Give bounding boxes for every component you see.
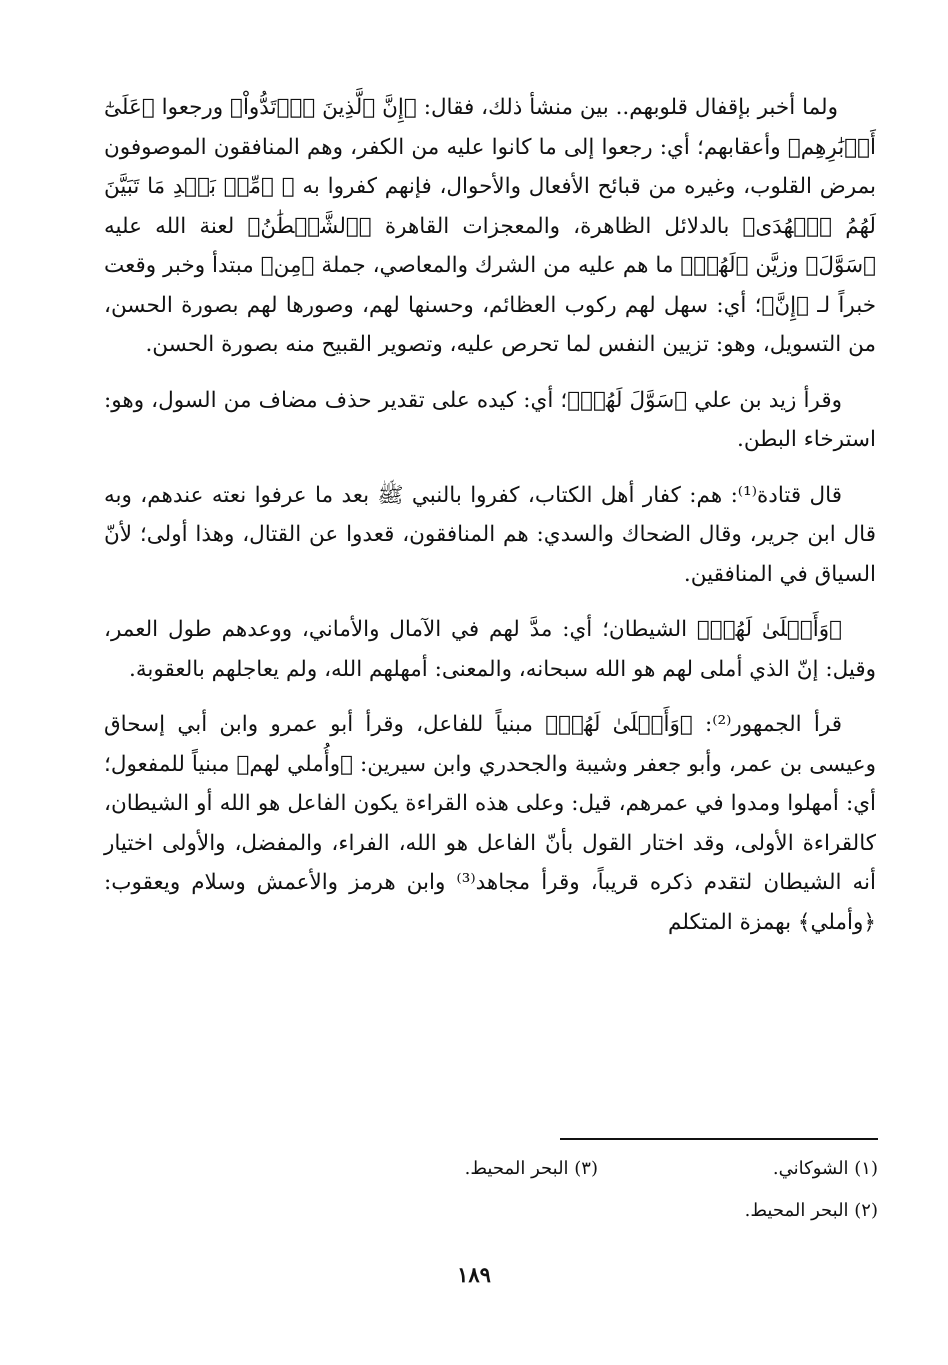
footnote-divider: [560, 1138, 878, 1140]
paragraph-2: وقرأ زيد بن علي ﴿سَوَّلَ لَهُمۡ﴾؛ أي: كيده على تقدير حذف مضاف من السول، وهو: استرخاء البطن.: [104, 387, 876, 452]
footnotes: [250, 1148, 878, 1232]
main-text: [104, 88, 876, 958]
footnote-1: (١) الشوكاني.: [772, 1158, 878, 1179]
paragraph-5: قرأ الجمهور⁽²⁾: ﴿وَأَمۡلَىٰ لَهُمۡ﴾ مبنياً للفاعل، وقرأ أبو عمرو وابن أبي إسحاق وعيسى بن عمر، وأبو جعفر وشيبة والجحدري وابن سيرين: ﴿وأُملي لهم﴾ مبنياً للمفعول؛ أي: أمهلوا ومدوا في عمرهم، قيل: وعلى هذه القراءة يكون الفاعل هو الله أو الشيطان، كالقراءة الأولى، وقد اختار القول بأنّ الفاعل هو الله، الفراء، والمفضل، والأولى اختيار أنه الشيطان لتقدم ذكره قريباً، وقرأ مجاهد⁽³⁾ وابن هرمز والأعمش وسلام ويعقوب: ﴿وأملي﴾ بهمزة المتكلم: [104, 712, 876, 935]
paragraph-4: ﴿وَأَمۡلَىٰ لَهُمۡ﴾ الشيطان؛ أي: مدَّ لهم في الآمال والأماني، ووعدهم طول العمر، وقيل: إنّ الذي أملى لهم هو الله سبحانه، والمعنى: أمهلهم الله، ولم يعاجلهم بالعقوبة.: [104, 617, 876, 682]
footnote-2: (٢) البحر المحيط.: [744, 1200, 878, 1221]
paragraph-3: قال قتادة⁽¹⁾: هم: كفار أهل الكتاب، كفروا بالنبي ﷺ بعد ما عرفوا نعته عندهم، وبه قال ابن جرير، وقال الضحاك والسدي: هم المنافقون، قعدوا عن القتال، وهذا أولى؛ لأنّ السياق في المنافقين.: [104, 482, 876, 587]
footnote-row-2: [250, 1190, 878, 1232]
paragraph-1: ولما أخبر بإقفال قلوبهم.. بين منشأ ذلك، فقال: ﴿إِنَّ ٱلَّذِينَ ٱرۡتَدُّواْ﴾ ورجعوا ﴿عَلَىٰٓ أَدۡبَٰرِهِم﴾ وأعقابهم؛ أي: رجعوا إلى ما كانوا عليه من الكفر، وهم المنافقون الموصوفون بمرض القلوب، وغيره من قبائح الأفعال والأحوال، فإنهم كفروا به ﷺ ﴿مِّنۢ بَعۡدِ مَا تَبَيَّنَ لَهُمُ ٱلۡهُدَى﴾ بالدلائل الظاهرة، والمعجزات القاهرة ﴿ٱلشَّيۡطَٰنُ﴾ لعنة الله عليه ﴿سَوَّلَ﴾ وزيَّن ﴿لَهُمۡ﴾ ما هم عليه من الشرك والمعاصي، جملة ﴿مِن﴾ مبتدأ وخبر وقعت خبراً لـ ﴿إِنَّ﴾؛ أي: سهل لهم ركوب العظائم، وحسنها لهم، وصورها لهم بصورة الحسن، من التسويل، وهو: تزيين النفس لما تحرص عليه، وتصوير القبيح منه بصورة الحسن.: [104, 95, 876, 357]
footnote-3: (٣) البحر المحيط.: [464, 1158, 598, 1179]
footnote-row-1: [250, 1148, 878, 1190]
page-number: ١٨٩: [457, 1262, 491, 1287]
